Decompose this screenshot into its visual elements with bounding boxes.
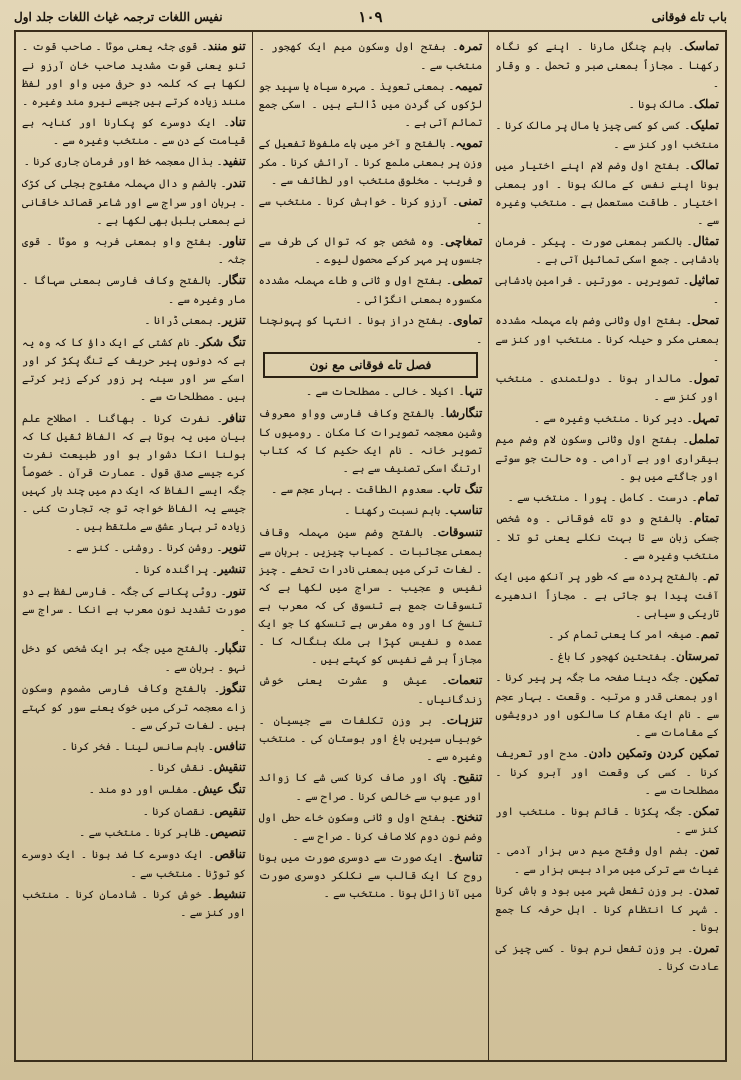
entry-definition: ۔ ظاہر کرنا ۔ منتخب سے ۔	[79, 827, 210, 840]
entry-definition: ۔ بالفتح پردہ سے کہ طور پر آنکھ میں ایک آفت پیدا ہو جاتی ہے ۔ مجازاً اندھیرے تاریکی و سیاہی ۔	[495, 571, 719, 620]
entry-definition: ۔ مالدار ہونا ۔ دولتمندی ۔ منتخب اور کنز سے ۔	[495, 372, 719, 404]
entry-headword: تنافر	[222, 410, 246, 425]
dictionary-entry	[495, 743, 719, 800]
entry-definition: ۔ نقصان کرنا ۔	[142, 805, 215, 818]
section-heading: فصل تاے فوقانی مع نون	[263, 352, 479, 379]
entry-definition: ۔ صیغہ امر کا یعنی تمام کر ۔	[548, 628, 701, 641]
page-number: ۱۰۹	[358, 8, 383, 26]
dictionary-entry	[259, 767, 483, 806]
entry-headword: تمثال	[692, 233, 719, 248]
entry-definition: ۔ بالضم و دال مہملہ مفتوح بجلی کی کڑک ۔ برہان اور سراج سے اور شاعر قصائد خاقانی نے بمعنی بلبل بھی لکھا ہے ۔	[21, 178, 246, 227]
entry-headword: تمطی	[452, 273, 483, 288]
dictionary-entry	[22, 231, 246, 270]
dictionary-entry	[259, 310, 483, 349]
entry-definition: ۔ بفتحتین کھجور کا باغ ۔	[548, 650, 676, 663]
entry-headword: تنفید	[222, 154, 246, 169]
dictionary-entry	[22, 173, 246, 230]
header-chapter-title: باب تاے فوقانی	[651, 10, 727, 24]
entry-definition: ۔ ایک دوسرے کا ضد ہونا ۔ ایک دوسرے کو توڑنا ۔ منتخب سے ۔	[21, 848, 246, 880]
entry-headword: تنگبار	[218, 641, 246, 656]
entry-definition: ۔ بالکسر بمعنی صورت ۔ پیکر ۔ فرمان بادشاہی ۔ جمع اسکی تماثیل آتی ہے ۔	[495, 235, 719, 267]
dictionary-entry	[259, 76, 483, 133]
entry-headword: تمن	[699, 843, 719, 858]
entry-headword: تنافس	[214, 738, 246, 753]
page-header	[14, 4, 727, 30]
column-right	[489, 32, 725, 1060]
entry-definition: ۔ ایک دوسرے کو پکارنا اور کنایہ ہے قیامت کے دن سے ۔ منتخب وغیرہ سے ۔	[21, 116, 246, 148]
entry-definition: ۔ بفتح اول وسکون میم ایک کھجور ۔ منتخب سے ۔	[258, 41, 483, 72]
entry-definition: ۔ بالفتح و آخر میں ہاے ملفوظ تفعیل کے وزن پر بمعنی ملمع کرنا ۔ آرائش کرنا ۔ مکر و فریب ۔ مخلوق منتخب اور لطائف سے ۔	[258, 138, 483, 188]
dictionary-entry	[495, 231, 719, 270]
entry-definition: ۔ عیش و عشرت یعنی خوش زندگانیاں ۔	[258, 675, 483, 706]
dictionary-entry	[22, 332, 246, 407]
entry-definition: ۔ بالفتح وکاف فارسی وواو معروف وشین معجمہ تصویرات کا مکان ۔ رومیوں کا تصویر خانہ ۔ نام ایک حکیم کا کہ کتاب ارتنگ اسکی تصنیف سے ہے ۔	[258, 408, 483, 475]
dictionary-entry	[22, 757, 246, 778]
dictionary-entry	[259, 403, 483, 478]
dictionary-entry	[259, 191, 483, 230]
entry-headword: تناسخ	[453, 849, 483, 864]
header-book-title: نفیس اللغات ترجمہ غیاث اللغات جلد اول	[14, 10, 223, 24]
entry-headword: تململ	[688, 432, 719, 447]
dictionary-entry	[22, 822, 246, 843]
entry-definition: ۔ بفتح دراز ہونا ۔ انتہا کو پہونچنا ۔	[258, 315, 483, 346]
entry-headword: تم	[707, 569, 719, 584]
entry-definition: ۔ بفتح اول وثانی وضم ہاے مہملہ مشددہ بمعنی مکر و حیلہ کرنا ۔ منتخب اور کنز سے ۔	[495, 315, 719, 364]
entry-headword: تنہا	[464, 384, 483, 399]
dictionary-entry	[22, 736, 246, 757]
dictionary-entry	[259, 807, 483, 846]
entry-headword: تنگ شکر	[199, 334, 246, 349]
entry-definition: ۔ بفتح اول و ثانی و طاے مہملہ مشددہ مکسورہ بمعنی انگڑائی ۔	[258, 275, 483, 307]
entry-definition: ۔ قوی جثہ یعنی موٹا ۔ صاحب قوت ۔ تنو یعنی قوت مشدید صاحب خان آرزو نے لکھا ہے کہ کلمہ دو حرفی میں واو اور لفظ منند زیادہ کرتے ہیں جیسے نیرو مند وغیرہ ۔	[21, 41, 246, 108]
entry-definition: ۔ روٹی پکانے کی جگہ ۔ فارسی لفظ ہے دو صورت تشدید نون معرب ہے انکا ۔ سراج سے ۔	[21, 585, 246, 635]
entry-headword: تمدن	[693, 883, 719, 897]
entry-definition: ۔ مالک ہونا ۔	[628, 98, 694, 111]
entry-headword: تنسوقات	[437, 525, 483, 540]
entry-definition: ۔ بالفتح میں جگہ بر ایک شخص کو دخل نہو ۔ برہان سے ۔	[21, 643, 246, 675]
dictionary-entry	[495, 310, 719, 367]
dictionary-entry	[259, 710, 483, 767]
entry-definition: ۔ دیر کرنا ۔ منتخب وغیرہ سے ۔	[533, 412, 693, 425]
entry-definition: ۔ مفلس اور دو مند ۔	[88, 784, 198, 797]
dictionary-entry	[22, 779, 246, 800]
entry-headword: تماثیل	[689, 273, 719, 288]
column-left	[16, 32, 253, 1060]
dictionary-entry	[259, 500, 483, 521]
entry-headword: تناسب	[449, 503, 483, 518]
entry-definition: ۔ نام کشتی کے ایک داؤ کا کہ وہ یہ ہے کہ دونوں پیر حریف کے تنگ پکڑ کر اور اسکے سر اور سینہ پر زور کرکے زیر کرتے ہیں ۔ مصطلحات سے ۔	[21, 336, 246, 404]
entry-definition: ۔ پاک اور صاف کرنا کسی شے کا زوائد اور عیوب سے خالص کرنا ۔ صراح سے ۔	[258, 772, 483, 804]
dictionary-entry	[495, 646, 719, 667]
dictionary-entry	[259, 270, 483, 309]
entry-headword: تنشیر	[217, 562, 246, 577]
dictionary-entry	[495, 368, 719, 407]
entry-headword: تماسک	[684, 39, 719, 53]
entry-definition: ۔ مدح اور تعریف کرنا ۔ کسی کی وقعت اور آبرو کرنا ۔ مصطلحات سے ۔	[495, 747, 719, 797]
entry-definition: ۔ خوش کرنا ۔ شادمان کرنا ۔ منتخب اور کنز سے ۔	[21, 888, 246, 920]
entry-headword: تنزیر	[222, 313, 246, 328]
entry-definition: ۔ نفرت کرنا ۔ بھاگنا ۔ اصطلاح علم بیان میں یہ ہوتا ہے کہ الفاظ ثقیل کا کہ بولنا انکا دشوار ہو اور طبیعت نفرت کرے جیسے صدق قول ۔ عمارت قرآن ۔ خصوصاً جگہ ایسے الفاظ کہ ایک دم میں چند بار کہیں جیسے یہ الفاظ خواجہ تو جہ تجارت کنی ۔ زیادہ تر بہار عشق سے ملتقط ہیں ۔	[21, 412, 246, 534]
entry-definition: ۔ تصویریں ۔ مورتیں ۔ فرامین بادشاہی ۔	[495, 275, 719, 307]
entry-definition: ۔ بذال معجمہ خط اور فرمان جاری کرنا ۔	[23, 156, 223, 169]
entry-headword: تمول	[693, 370, 719, 385]
dictionary-entry	[259, 670, 483, 709]
entry-headword: تمغاچی	[445, 233, 483, 248]
dictionary-entry	[495, 880, 719, 937]
entry-headword: تناد	[229, 114, 246, 129]
entry-definition: ۔ باہم چنگل مارنا ۔ اپنے کو نگاہ رکھنا ۔ مجازاً بمعنی صبر و تحمل ۔ و وقار ۔	[495, 41, 719, 90]
entry-headword: تملک	[694, 96, 719, 111]
entry-definition: ۔ بالفتح و دو تاے فوقانی ۔ وہ شخص جسکی زبان سے تا بہت نکلے یعنی تو تلا ۔ منتخب وغیرہ سے ۔	[495, 513, 719, 563]
column-frame	[14, 30, 727, 1062]
entry-definition: ۔ بالفتح وکاف فارسی بمعنی سہاگا ۔ مار وغیرہ سے ۔	[21, 275, 246, 307]
dictionary-entry	[495, 155, 719, 230]
dictionary-entry	[22, 408, 246, 537]
entry-definition: ۔ روشن کرنا ۔ روشنی ۔ کنز سے ۔	[66, 542, 223, 555]
entry-headword: تمرن	[693, 940, 719, 955]
entry-definition: ۔ کسی کو کسی چیز یا مال پر مالک کرنا ۔ منتخب اور کنز سے ۔	[495, 120, 719, 151]
dictionary-entry	[495, 487, 719, 508]
entry-headword: تنگارشا	[445, 406, 483, 421]
entry-definition: ۔ وہ شخص جو کہ توال کی طرف سے جنسوں پر مہر کرکے محصول لیوے ۔	[258, 235, 483, 267]
dictionary-entry	[259, 479, 483, 500]
entry-headword: تمکین	[689, 670, 719, 685]
dictionary-entry	[495, 94, 719, 115]
dictionary-entry	[22, 581, 246, 638]
entry-headword: تنویر	[222, 540, 246, 555]
dictionary-entry	[259, 522, 483, 669]
dictionary-entry	[259, 133, 483, 190]
dictionary-entry	[22, 801, 246, 822]
entry-definition: ۔ جگہ پکڑنا ۔ قائم ہونا ۔ منتخب اور کنز سے ۔	[495, 805, 719, 837]
entry-headword: تنقیح	[457, 770, 483, 785]
dictionary-entry	[259, 381, 483, 402]
entry-definition: ۔ باہم نسبت رکھنا ۔	[344, 505, 450, 518]
dictionary-entry	[495, 36, 719, 93]
dictionary-entry	[495, 801, 719, 840]
dictionary-entry	[22, 151, 246, 172]
entry-headword: تناور	[223, 233, 246, 248]
entry-definition: ۔ بالفتح وکاف فارسی مضموم وسکون زاے معجمہ ترکی میں خوک یعنے سور کو کہتے ہیں ۔ لغات ترکی سے ۔	[21, 683, 246, 732]
entry-headword: تنقیش	[213, 760, 246, 775]
dictionary-entry	[22, 112, 246, 151]
dictionary-entry	[22, 638, 246, 677]
entry-headword: تمرستان	[675, 648, 719, 663]
entry-definition: ۔ بفتح اول و ثانی وسکون خاے حطی اول وضم نون دوم کلا صاف کرنا ۔ صراح سے ۔	[258, 812, 483, 843]
entry-definition: ۔ پراگندہ کرنا ۔	[133, 564, 218, 577]
entry-definition: ۔ درست ۔ کامل ۔ پورا ۔ منتخب سے ۔	[507, 491, 698, 504]
entry-definition: ۔ بر وزن تفعل نرم ہونا ۔ کسی چیز کی عادت کرنا ۔	[495, 942, 719, 974]
entry-headword: تمالک	[690, 158, 719, 173]
dictionary-entry	[259, 847, 483, 904]
entry-headword: تمکن	[692, 803, 719, 818]
dictionary-entry	[22, 310, 246, 331]
dictionary-entry	[495, 508, 719, 565]
dictionary-entry	[495, 115, 719, 154]
dictionary-entry	[495, 429, 719, 486]
entry-headword: تناقص	[214, 846, 246, 861]
dictionary-entry	[495, 408, 719, 429]
entry-headword: تمکین کردن وتمکین دادن	[588, 745, 719, 760]
column-middle	[253, 32, 490, 1060]
dictionary-entry	[22, 844, 246, 883]
entry-definition: ۔ اکیلا ۔ خالی ۔ مصطلحات سے ۔	[305, 386, 465, 399]
dictionary-entry	[495, 667, 719, 742]
entry-headword: تنصیص	[209, 825, 246, 840]
dictionary-entry	[22, 36, 246, 111]
entry-headword: تمویہ	[455, 136, 483, 151]
dictionary-entry	[495, 270, 719, 309]
entry-headword: تنور	[226, 583, 246, 598]
dictionary-entry	[22, 270, 246, 309]
entry-definition: ۔ بر وزن تفعل شہر میں بود و باش کرنا ۔ شہر کا انتظام کرنا ۔ اہل حرفہ کا جمع ہونا ۔	[495, 885, 719, 934]
entry-definition: ۔ ایک صورت سے دوسری صورت میں ہونا روح کا ایک قالب سے نکلکر دوسری صورت میں آنا زائل ہونا ۔ منتخب سے ۔	[258, 851, 483, 901]
entry-headword: تنگوز	[220, 681, 246, 696]
entry-headword: تملیک	[690, 118, 719, 133]
entry-definition: ۔ بر وزن تکلفات سے جیسیان ۔ خوبیاں سیریں باغ اور بوستان کی ۔ منتخب وغیرہ سے ۔	[258, 714, 483, 764]
entry-definition: ۔ بفتح اول وضم لام اپنے اختیار میں ہونا اپنے نفس کے مالک ہونا ۔ اور بمعنی اختیار ۔ طاقت مستعمل ہے ۔ منتخب وغیرہ سے ۔	[495, 160, 719, 227]
entry-headword: تنشیط	[212, 886, 246, 901]
entry-headword: تنخنح	[456, 810, 483, 825]
entry-headword: تمرہ	[458, 39, 483, 53]
dictionary-entry	[22, 537, 246, 558]
entry-headword: تمہل	[692, 410, 719, 425]
entry-headword: تنگ تاب	[442, 481, 483, 496]
entry-headword: تنگ عیش	[197, 782, 246, 797]
dictionary-entry	[495, 938, 719, 977]
entry-headword: تمیمہ	[454, 78, 483, 93]
dictionary-entry	[259, 231, 483, 270]
entry-definition: ۔ جگہ دینا صفحہ ما جگہ پر پیر کرنا ۔ اور بمعنی قدر و مرتبہ ۔ وقعت ۔ بہار عجم سے ۔ نام ایک مقام کا سالکوں اور درویشوں کے مقامات سے ۔	[495, 672, 719, 739]
entry-headword: تنزہات	[446, 712, 483, 727]
entry-definition: ۔ بفتح اول وثانی وسکون لام وضم میم بیقراری اور بے آرامی ۔ وہ حالت جو سوتے اور جاگتے میں ہو ۔	[495, 434, 719, 483]
entry-headword: تمم	[700, 626, 719, 641]
dictionary-entry	[495, 566, 719, 623]
dictionary-entry	[22, 678, 246, 735]
dictionary-entry	[22, 559, 246, 580]
entry-headword: تمام	[697, 489, 719, 504]
entry-definition: ۔ آرزو کرنا ۔ خواہش کرنا ۔ منتخب سے ۔	[258, 196, 483, 227]
entry-definition: ۔ بمعنی تعویذ ۔ مہرہ سیاہ یا سپید جو لڑکوں کی گردن میں ڈالتے ہیں ۔ اسکی جمع تمائم آتی ہے ۔	[258, 80, 483, 130]
entry-headword: تنعمات	[447, 673, 483, 688]
dictionary-entry	[495, 624, 719, 645]
entry-headword: تنو منند	[207, 39, 246, 53]
dictionary-entry	[22, 884, 246, 923]
entry-definition: ۔ بالفتح وضم سین مہملہ وقاف بمعنی عجائبات ۔ کمیاب چیزیں ۔ برہان سے ۔ لغات ترکی میں بمعنی نادرات تحفے ۔ چیز نفیس و عجیب ۔ سراج میں لکھا ہے کہ تنسوقات جمع ہے تنسوق کی کہ معرب ہے تنسخ کا اور وہ مفرس ہے تنسکھ کا جو ایک عمدہ و نفیس کپڑا ہی ملک بنگالہ کا ۔ مجازاً ہر شے نفیس کو کہتے ہیں ۔	[258, 527, 483, 666]
entry-headword: تمتام	[694, 511, 719, 526]
entry-definition: ۔ سعدوم الطاقت ۔ بہار عجم سے ۔	[271, 483, 443, 496]
entry-headword: تندر	[226, 176, 246, 191]
dictionary-entry	[259, 36, 483, 75]
entry-headword: تمحل	[691, 313, 719, 328]
entry-definition: ۔ بمعنی ڈرانا ۔	[144, 315, 223, 328]
entry-headword: تمنی	[458, 194, 483, 209]
entry-headword: تنگار	[222, 273, 246, 288]
entry-definition: ۔ نقش کرنا ۔	[148, 762, 214, 775]
entry-headword: تماوی	[453, 313, 483, 328]
entry-headword: تنقیص	[214, 803, 246, 818]
dictionary-entry	[495, 840, 719, 879]
entry-definition: ۔ بفتح واو بمعنی فربہ و موٹا ۔ قوی جثہ ۔	[21, 235, 246, 267]
entry-definition: ۔ بضم اول وفتح میم دس ہزار آدمی ۔ غیاث سے ترکی میں مراد بیس ہزار سے ۔	[495, 845, 719, 876]
entry-definition: ۔ باہم سانس لینا ۔ فخر کرنا ۔	[61, 740, 214, 753]
